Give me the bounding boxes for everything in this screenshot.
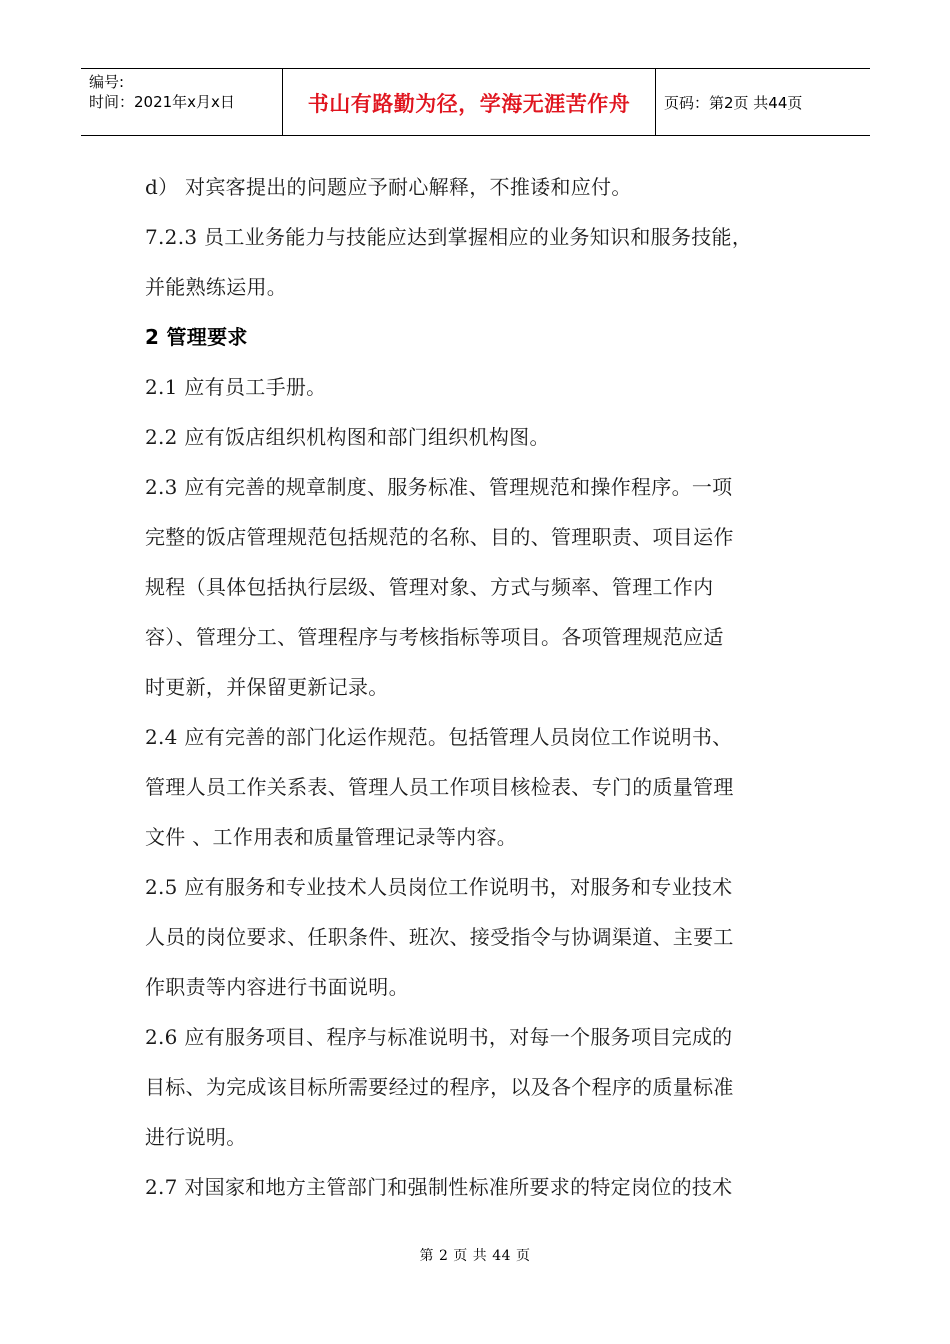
body-line: 2.1 应有员工手册。 [145,375,327,399]
body-line: 进行说明。 [145,1125,247,1149]
document-body [145,162,815,1212]
time-label: 时间：2021年x月x日 [89,93,235,111]
body-line: 2.2 应有饭店组织机构图和部门组织机构图。 [145,425,550,449]
header-motto-cell [283,69,656,135]
header-meta-cell [81,69,283,135]
document-header [81,68,870,136]
body-line: 人员的岗位要求、任职条件、班次、接受指令与协调渠道、主要工 [145,925,734,949]
body-line: 作职责等内容进行书面说明。 [145,975,409,999]
body-line: 管理人员工作关系表、管理人员工作项目核检表、专门的质量管理 [145,775,734,799]
body-line: 2.7 对国家和地方主管部门和强制性标准所要求的特定岗位的技术 [145,1175,733,1199]
header-page-cell [656,69,870,135]
number-label: 编号: [89,73,125,91]
body-line: 并能熟练运用。 [145,275,288,299]
section-heading: 2 管理要求 [145,325,248,349]
body-line: d） 对宾客提出的问题应予耐心解释，不推诿和应付。 [145,175,632,199]
body-line: 2.3 应有完善的规章制度、服务标准、管理规范和操作程序。一项 [145,475,733,499]
body-line: 2.4 应有完善的部门化运作规范。包括管理人员岗位工作说明书、 [145,725,733,749]
body-line: 时更新，并保留更新记录。 [145,675,389,699]
body-line: 文件 、工作用表和质量管理记录等内容。 [145,825,518,849]
body-line: 完整的饭店管理规范包括规范的名称、目的、管理职责、项目运作 [145,525,734,549]
body-line: 7.2.3 员工业务能力与技能应达到掌握相应的业务知识和服务技能， [145,225,753,249]
header-page-info: 页码：第2页 共44页 [664,93,803,112]
body-line: 2.6 应有服务项目、程序与标准说明书，对每一个服务项目完成的 [145,1025,733,1049]
header-motto: 书山有路勤为径，学海无涯苦作舟 [307,92,631,116]
page-footer: 第 2 页 共 44 页 [419,1248,531,1264]
body-line: 2.5 应有服务和专业技术人员岗位工作说明书，对服务和专业技术 [145,875,733,899]
body-line: 容）、管理分工、管理程序与考核指标等项目。各项管理规范应适 [145,625,724,649]
body-line: 规程（具体包括执行层级、管理对象、方式与频率、管理工作内 [145,575,714,599]
body-line: 目标、为完成该目标所需要经过的程序，以及各个程序的质量标准 [145,1075,734,1099]
